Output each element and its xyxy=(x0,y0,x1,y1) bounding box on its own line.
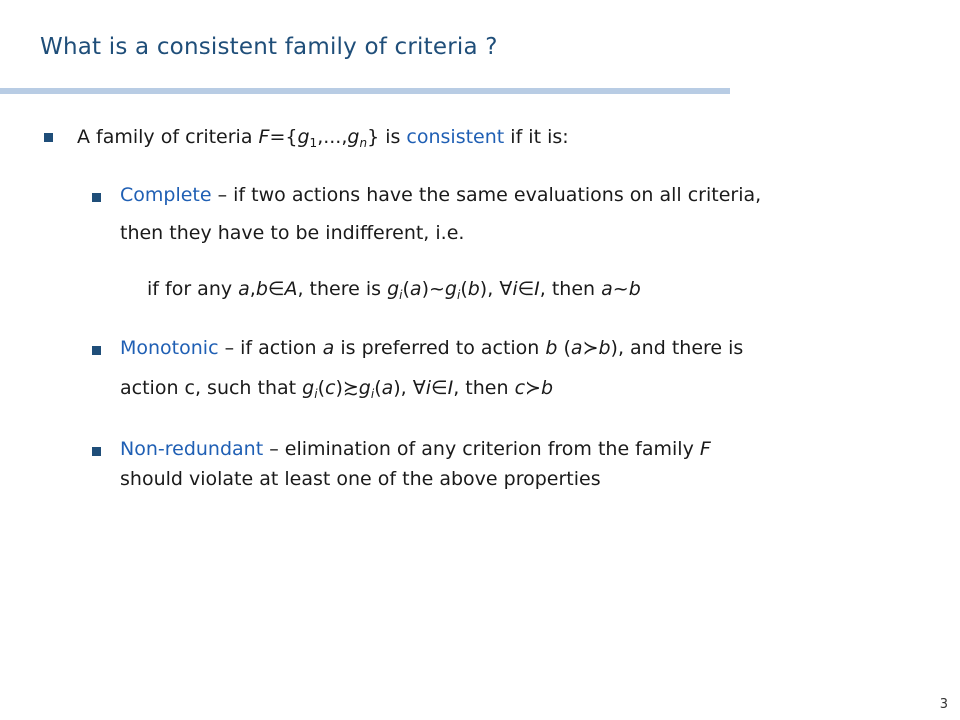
text: is preferred to action xyxy=(334,337,546,359)
complete-line2: then they have to be indifferent, i.e. xyxy=(120,222,465,244)
text: – if action xyxy=(218,337,323,359)
text: } xyxy=(367,126,380,148)
text: i xyxy=(314,387,318,401)
forall-symbol: ∀ xyxy=(499,278,513,300)
succeeds-or-equal-symbol: ≿ xyxy=(342,377,359,399)
text: action c, such that xyxy=(120,377,303,399)
monotonic-keyword: Monotonic xyxy=(120,337,219,359)
text: g xyxy=(444,278,457,300)
text: if it is: xyxy=(504,126,569,148)
text: is xyxy=(379,126,407,148)
element-of-symbol: ∈ xyxy=(267,278,285,300)
text: , then xyxy=(453,377,515,399)
text: a xyxy=(570,337,583,359)
element-of-symbol: ∈ xyxy=(517,278,535,300)
text: i xyxy=(370,387,375,401)
text: ~ xyxy=(612,278,629,300)
element-of-symbol: ∈ xyxy=(431,377,448,399)
text: ( xyxy=(460,278,468,300)
text: a xyxy=(322,337,335,359)
text: a xyxy=(601,278,613,300)
monotonic-bullet-marker xyxy=(92,346,101,355)
complete-keyword: Complete xyxy=(120,184,212,206)
text: b xyxy=(545,337,558,359)
text: 1 xyxy=(309,136,318,150)
text: ), and there is xyxy=(610,337,744,359)
text: F xyxy=(699,438,711,460)
text: i xyxy=(512,278,518,300)
text: g xyxy=(347,126,360,148)
text: b xyxy=(628,278,641,300)
text: c xyxy=(514,377,526,399)
text: b xyxy=(467,278,480,300)
page-number: 3 xyxy=(939,697,948,712)
text: a xyxy=(409,278,422,300)
text: I xyxy=(534,278,540,300)
text: if for any xyxy=(147,278,239,300)
text: c xyxy=(324,377,336,399)
text: i xyxy=(399,288,403,302)
text: F xyxy=(258,126,270,148)
text: b xyxy=(598,337,611,359)
main-bullet-text xyxy=(77,125,569,155)
text: ( xyxy=(557,337,571,359)
text: , then xyxy=(539,278,602,300)
consistent-keyword: consistent xyxy=(406,126,505,148)
text: i xyxy=(425,377,432,399)
nonredundant-keyword: Non-redundant xyxy=(120,438,264,460)
text: b xyxy=(540,377,553,399)
text: a xyxy=(381,377,394,399)
complete-bullet-marker xyxy=(92,193,101,202)
text: i xyxy=(456,288,461,302)
text: g xyxy=(387,278,400,300)
complete-condition xyxy=(147,277,641,307)
text: – elimination of any criterion from the family xyxy=(263,438,700,460)
text: ~ xyxy=(428,278,445,300)
text: ,..., xyxy=(317,126,348,148)
text: g xyxy=(297,126,310,148)
text: b xyxy=(255,278,268,300)
nonredundant-bullet-marker xyxy=(92,447,101,456)
text: I xyxy=(447,377,454,399)
text: , xyxy=(249,278,256,300)
forall-symbol: ∀ xyxy=(412,377,426,399)
text: ) xyxy=(479,278,488,300)
text: ={ xyxy=(269,126,298,148)
text: a xyxy=(238,278,250,300)
monotonic-line1 xyxy=(120,336,743,360)
text: ( xyxy=(402,278,410,300)
text: g xyxy=(302,377,315,399)
text: A family of criteria xyxy=(77,126,259,148)
slide-title: What is a consistent family of criteria ? xyxy=(40,34,498,60)
succeeds-symbol: ≻ xyxy=(525,377,541,399)
text: A xyxy=(284,278,298,300)
text: , xyxy=(487,278,500,300)
main-bullet-marker xyxy=(44,133,53,142)
succeeds-symbol: ≻ xyxy=(582,337,599,359)
text: – if two actions have the same evaluations on all criteria, xyxy=(211,184,762,206)
nonredundant-line1 xyxy=(120,437,711,461)
text: n xyxy=(359,136,368,150)
title-underline xyxy=(0,88,730,94)
text: g xyxy=(358,377,371,399)
complete-line1 xyxy=(120,183,761,207)
text: , there is xyxy=(297,278,388,300)
text: ) xyxy=(421,278,429,300)
nonredundant-line2: should violate at least one of the above properties xyxy=(120,468,601,490)
monotonic-line2: action c, such that $g_i(c)≿g_i(a)$, ∀i∈I, then c≻b xyxy=(120,377,553,401)
